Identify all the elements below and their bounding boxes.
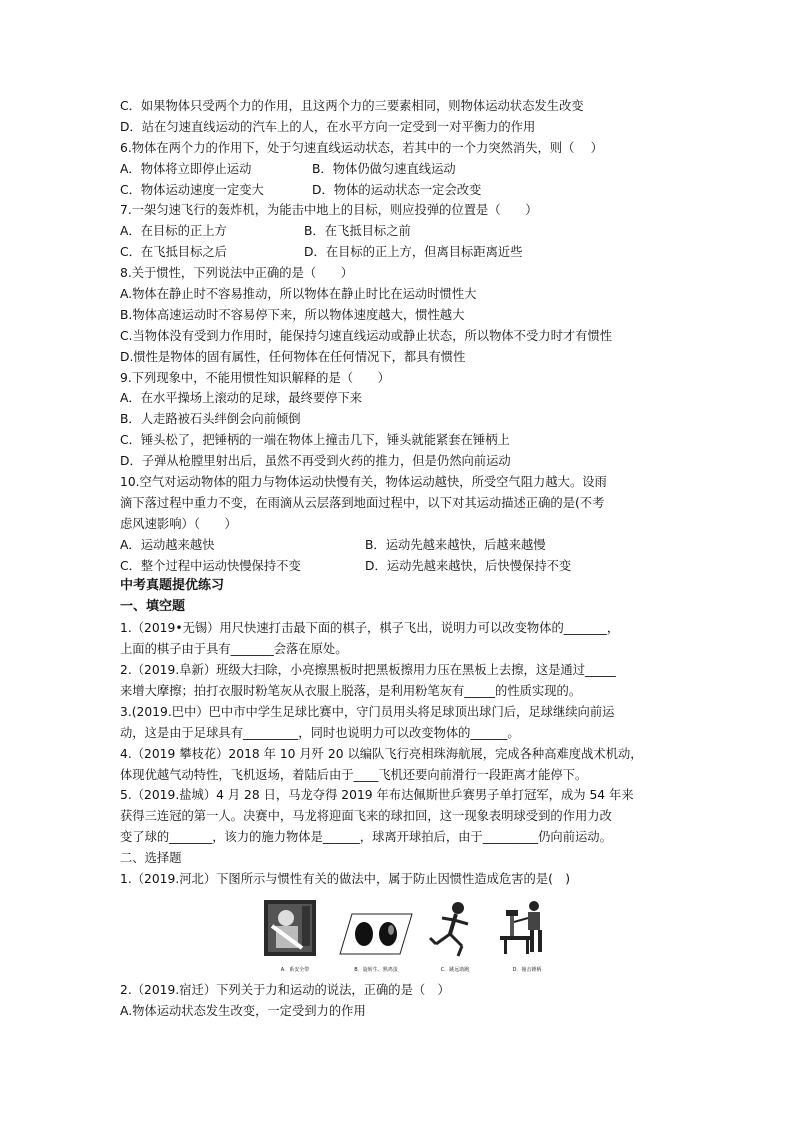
q8-option-b: B.物体高速运动时不容易停下来，所以物体速度越大，惯性越大	[120, 307, 465, 322]
fill-q4-line2: 体现优越气动特性，飞机返场，着陆后由于____飞机还要向前滑行一段距离才能停下。	[120, 767, 588, 782]
q7-stem: 7.一架匀速飞行的轰炸机，为能击中地上的目标，则应投弹的位置是（ ）	[120, 203, 538, 218]
fill-q3-line1: 3.(2019.巴中）巴中市中学生足球比赛中，守门员用头将足球顶出球门后，足球继续向前运	[120, 704, 615, 719]
q10-options-cd	[120, 556, 690, 577]
q7-option-d: D．在目标的正上方，但离目标距离近些	[304, 245, 523, 260]
q10-options-ab	[120, 535, 690, 556]
q6-option-c: C．物体运动速度一定变大	[120, 182, 264, 197]
fill-q4-line1: 4.（2019 攀枝花）2018 年 10 月歼 20 以编队飞行亮相珠海航展，完成各种高难度战术机动，	[120, 746, 643, 761]
figure-panel-d	[494, 896, 560, 974]
fill-q5-line2: 获得三连冠的第一人。决赛中，马龙将迎面飞来的球扣回，这一现象表明球受到的作用力改	[120, 809, 612, 824]
q6-option-d: D．物体的运动状态一定会改变	[312, 182, 482, 197]
figure-caption-d: D．撞击锤柄	[512, 966, 542, 973]
q6-option-b: B．物体仍做匀速直线运动	[312, 161, 456, 176]
q8-option-d: D.惯性是物体的固有属性，任何物体在任何情况下，都具有惯性	[120, 349, 466, 364]
q9-option-d: D．子弹从枪膛里射出后，虽然不再受到火药的推力，但是仍然向前运动	[120, 454, 511, 469]
q5-option-c: C．如果物体只受两个力的作用，且这两个力的三要素相同，则物体运动状态发生改变	[120, 99, 584, 113]
q9-option-a: A．在水平操场上滚动的足球，最终要停下来	[120, 391, 363, 406]
fill-q2-line2: 来增大摩擦；拍打衣服时粉笔灰从衣服上脱落，是利用粉笔灰有_____的性质实现的。	[120, 683, 582, 698]
figure-panel-b	[338, 896, 414, 974]
fill-q1-line1: 1.（2019•无锡）用尺快速打击最下面的棋子，棋子飞出，说明力可以改变物体的_______，	[120, 621, 620, 636]
q10-option-c: C．整个过程中运动快慢保持不变	[120, 558, 301, 573]
choice-q2-option-a: A.物体运动状态发生改变，一定受到力的作用	[120, 1003, 366, 1018]
q9-option-b: B．人走路被石头绊倒会向前倾倒	[120, 412, 301, 427]
fill-q3-line2: 动，这是由于足球具有_________，同时也说明力可以改变物体的______。	[120, 725, 520, 740]
q6-options-ab	[120, 159, 690, 180]
q6-option-a: A．物体将立即停止运动	[120, 161, 252, 176]
q10-option-b: B．运动先越来越快，后越来越慢	[365, 537, 546, 552]
figure-caption-a: A．系安全带	[280, 966, 310, 973]
long-jump-runner-illustration	[422, 896, 482, 964]
q9-stem: 9.下列现象中，不能用惯性知识解释的是（ ）	[120, 370, 390, 385]
figure-caption-b: B．旋转生、熟鸡蛋	[354, 966, 398, 973]
q10-stem-line2: 滴下落过程中重力不变，在雨滴从云层落到地面过程中，以下对其运动描述正确的是(不考	[120, 495, 605, 510]
q8-option-c: C.当物体没有受到力作用时，能保持匀速直线运动或静止状态，所以物体不受力时才有惯性	[120, 328, 613, 343]
q10-option-a: A．运动越来越快	[120, 537, 215, 552]
q6-options-cd	[120, 180, 690, 201]
hammer-striking-illustration	[494, 896, 554, 964]
q7-option-b: B．在飞抵目标之前	[304, 224, 411, 239]
q6-stem: 6.物体在两个力的作用下，处于匀速直线运动状态，若其中的一个力突然消失，则（ ）	[120, 140, 603, 155]
choice-title: 二、选择题	[120, 851, 182, 866]
spinning-eggs-illustration	[338, 896, 414, 964]
fill-in-title: 一、填空题	[120, 599, 186, 615]
q8-stem: 8.关于惯性，下列说法中正确的是（ ）	[120, 266, 354, 281]
choice-q1-stem: 1.（2019.河北）下图所示与惯性有关的做法中，属于防止因惯性造成危害的是( )	[120, 871, 571, 886]
q9-option-c: C．锤头松了，把锤柄的一端在物体上撞击几下，锤头就能紧套在锤柄上	[120, 433, 510, 448]
fill-q5-line1: 5.（2019.盐城）4 月 28 日，马龙夺得 2019 年布达佩斯世乒赛男子单打冠军，成为 54 年来	[120, 788, 634, 803]
section-title: 中考真题提优练习	[120, 578, 225, 594]
document-page	[120, 96, 690, 1022]
q5-option-d: D．站在匀速直线运动的汽车上的人，在水平方向一定受到一对平衡力的作用	[120, 119, 536, 134]
q7-option-a: A．在目标的正上方	[120, 224, 227, 239]
figure-caption-c: C．跳远助跑	[440, 966, 470, 973]
q10-stem-line1: 10.空气对运动物体的阻力与物体运动快慢有关，物体运动越快，所受空气阻力越大。设雨	[120, 475, 607, 490]
seatbelt-illustration	[262, 896, 318, 964]
fill-q5-line3: 变了球的_______，该力的施力物体是______，球离开球拍后，由于_________仍向前运动。	[120, 830, 612, 845]
figure-panel-a	[262, 896, 328, 974]
q7-options-ab	[120, 221, 690, 242]
inertia-figure	[262, 896, 562, 974]
fill-q2-line1: 2.（2019.阜新）班级大扫除，小亮擦黑板时把黑板擦用力压在黑板上去擦，这是通过_____	[120, 663, 616, 678]
q7-option-c: C．在飞抵目标之后	[120, 245, 227, 260]
choice-q2-stem: 2.（2019.宿迁）下列关于力和运动的说法，正确的是（ ）	[120, 982, 450, 997]
fill-q1-line2: 上面的棋子由于具有_______会落在原处。	[120, 642, 348, 657]
q7-options-cd	[120, 242, 690, 263]
figure-panel-c	[422, 896, 488, 974]
q8-option-a: A.物体在静止时不容易推动，所以物体在静止时比在运动时惯性大	[120, 287, 477, 302]
q10-stem-line3: 虑风速影响）（ ）	[120, 516, 237, 531]
q10-option-d: D．运动先越来越快，后快慢保持不变	[365, 558, 572, 573]
